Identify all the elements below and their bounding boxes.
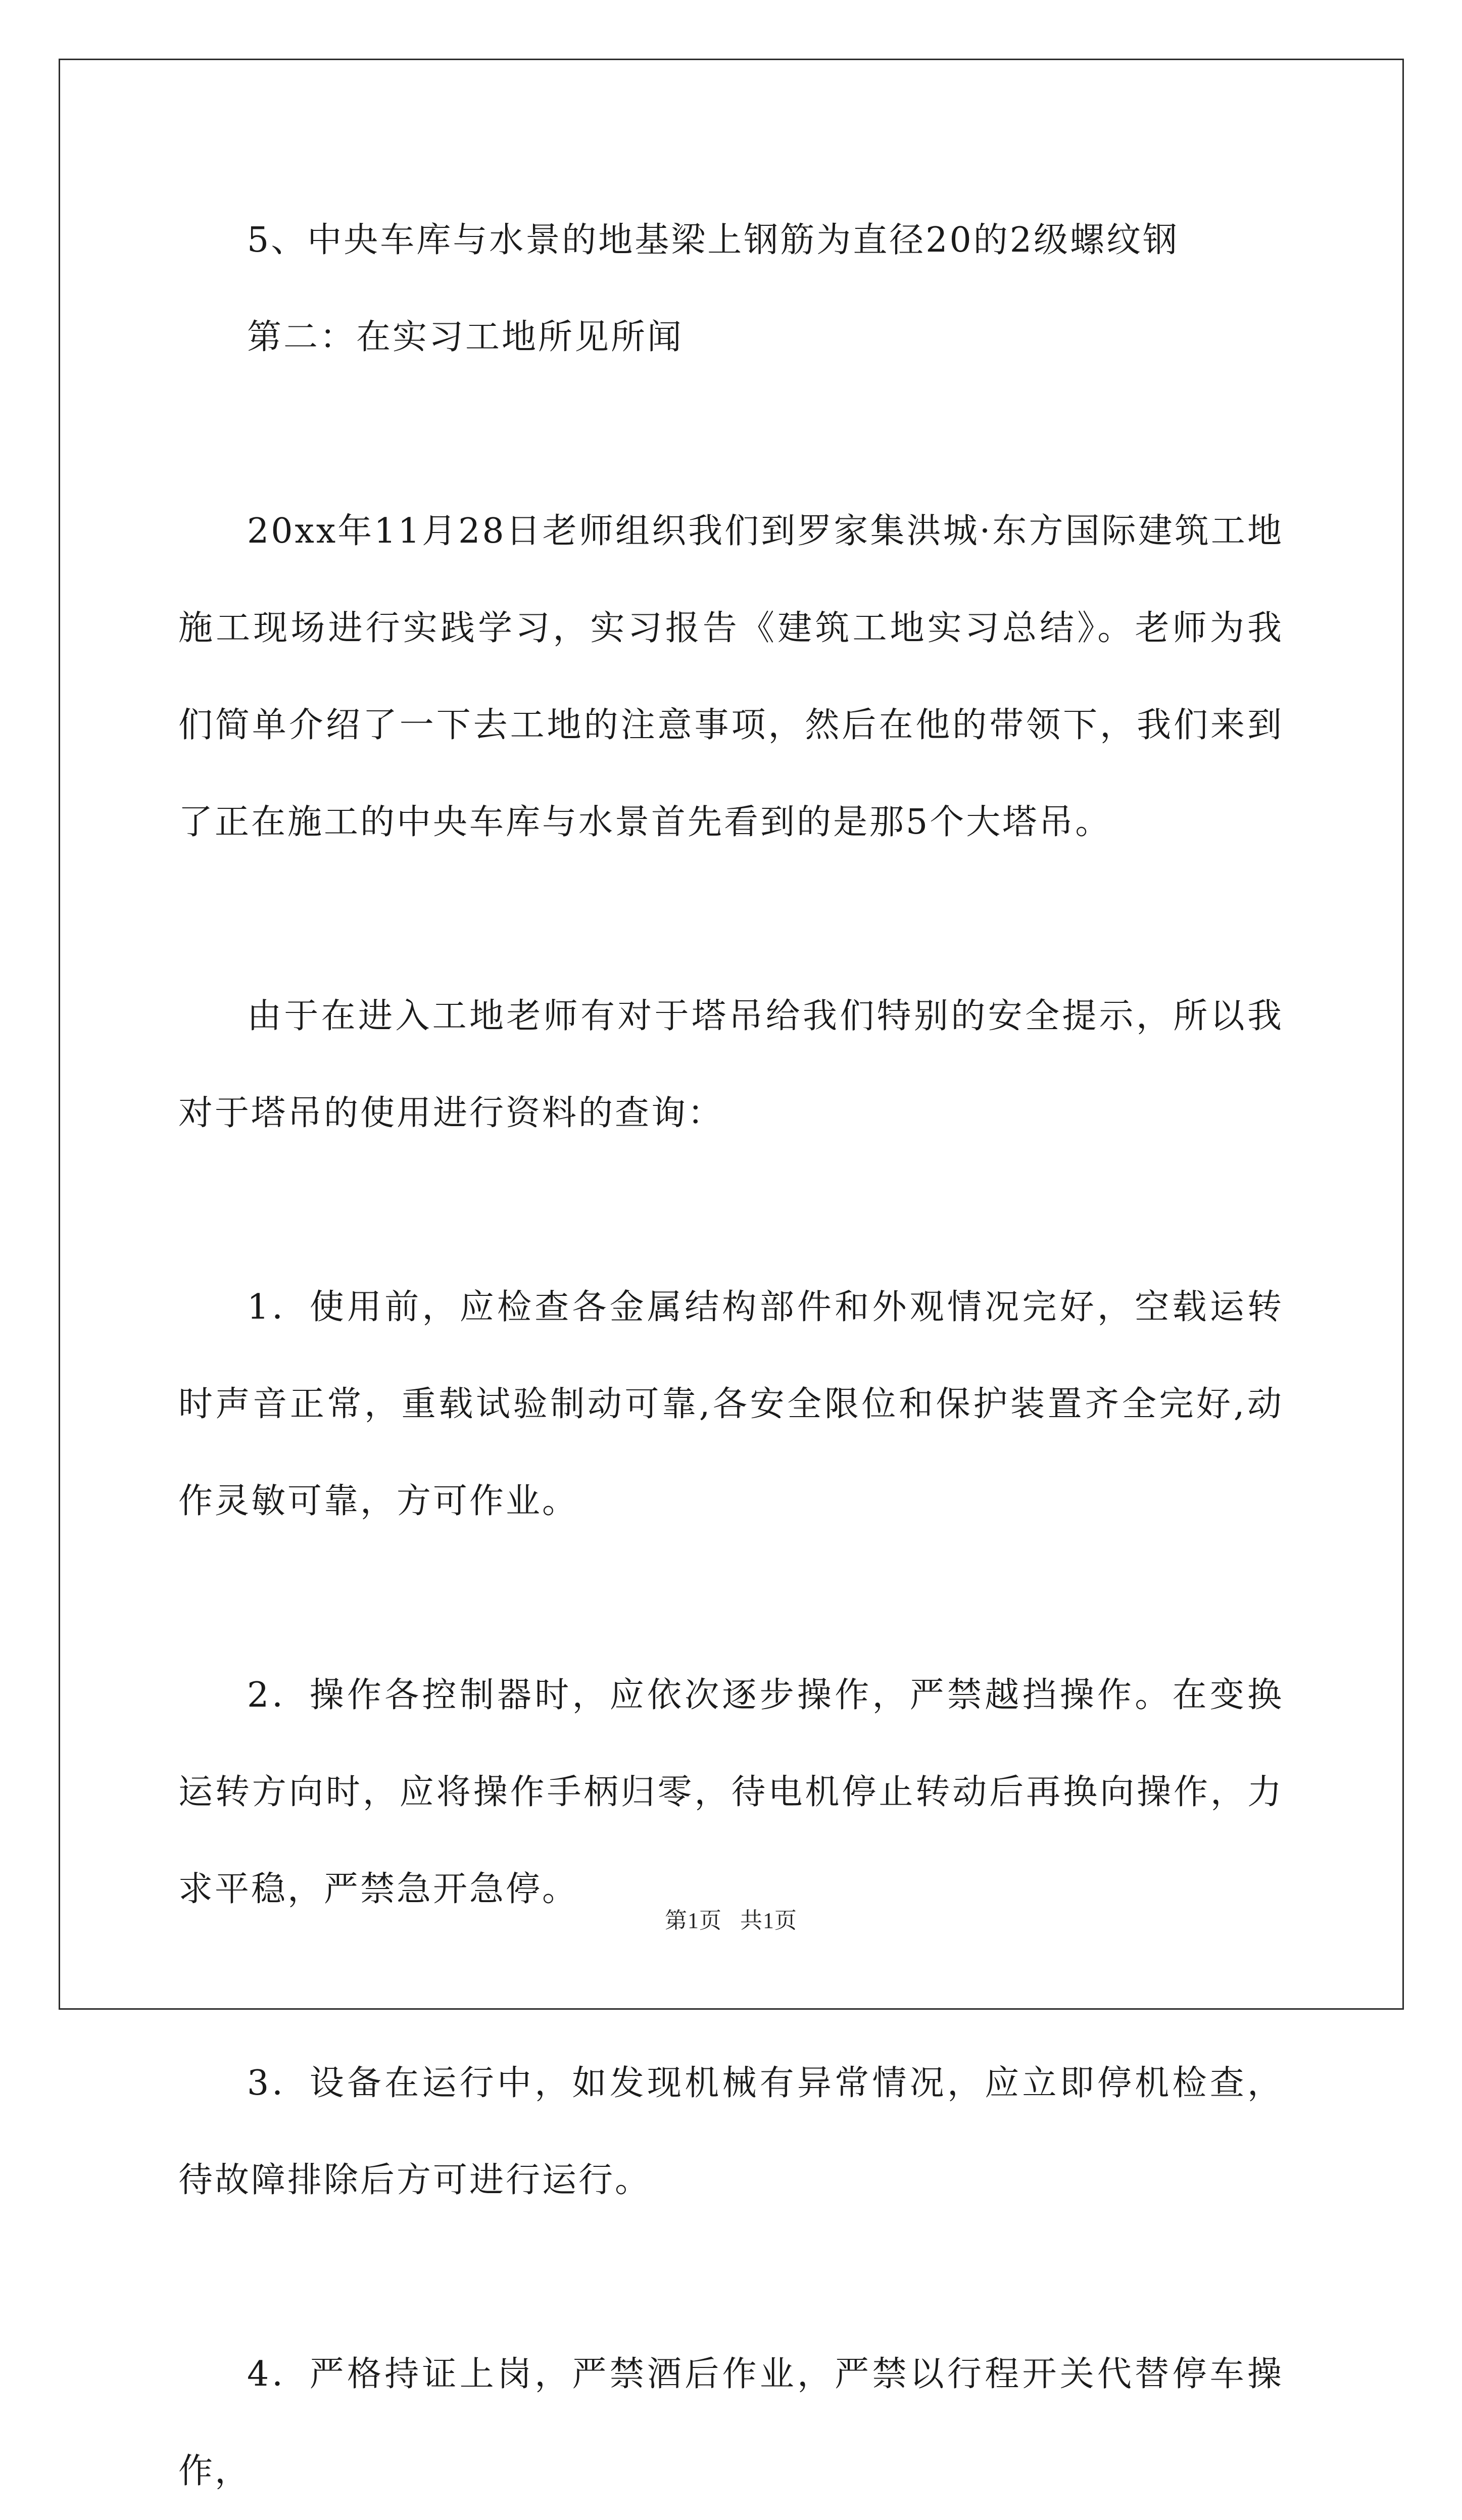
paragraph-safety-intro: 由于在进入工地老师有对于塔吊给我们特别的安全提示，所以我对于塔吊的使用进行资料的查询：: [178, 996, 1284, 1133]
list-item-2: 2．操作各控制器时，应依次逐步操作，严禁越挡操作。在变换运转方向时，应将操作手柄归零，待电机停止转动后再换向操作，力求平稳，严禁急开急停。: [178, 1675, 1284, 1909]
page-number: 第1页 共1页: [665, 1908, 797, 1933]
document-body: [178, 192, 1284, 2520]
list-item-1: 1．使用前，应检查各金属结构部件和外观情况完好，空载运转时声音正常，重载试验制动可靠,各安全限位和保护装置齐全完好,动作灵敏可靠，方可作业。: [178, 1287, 1284, 1521]
list-item-4: 4．严格持证上岗，严禁酒后作业，严禁以行程开关代替停车操作，: [178, 2354, 1284, 2491]
section-heading: 第二：在实习工地所见所闻: [247, 317, 684, 357]
paragraph-item-5: 5、中央车库与水景的地基梁上钢筋为直径20的2级螺纹钢: [247, 220, 1180, 260]
page-footer: [0, 1902, 1462, 1934]
paragraph-site-visit: 20xx年11月28日老师组织我们到罗家集洪城·东方国际建筑工地施工现场进行实践学习，实习报告《建筑工地实习总结》。老师为我们简单介绍了一下去工地的注意事项，然后在他的带领下，我们来到了正在施工的中央车库与水景首先看到的是那5个大塔吊。: [178, 511, 1284, 842]
list-item-3: 3．设备在运行中，如发现机械有异常情况，应立即停机检查，待故障排除后方可进行运行。: [178, 2063, 1284, 2200]
